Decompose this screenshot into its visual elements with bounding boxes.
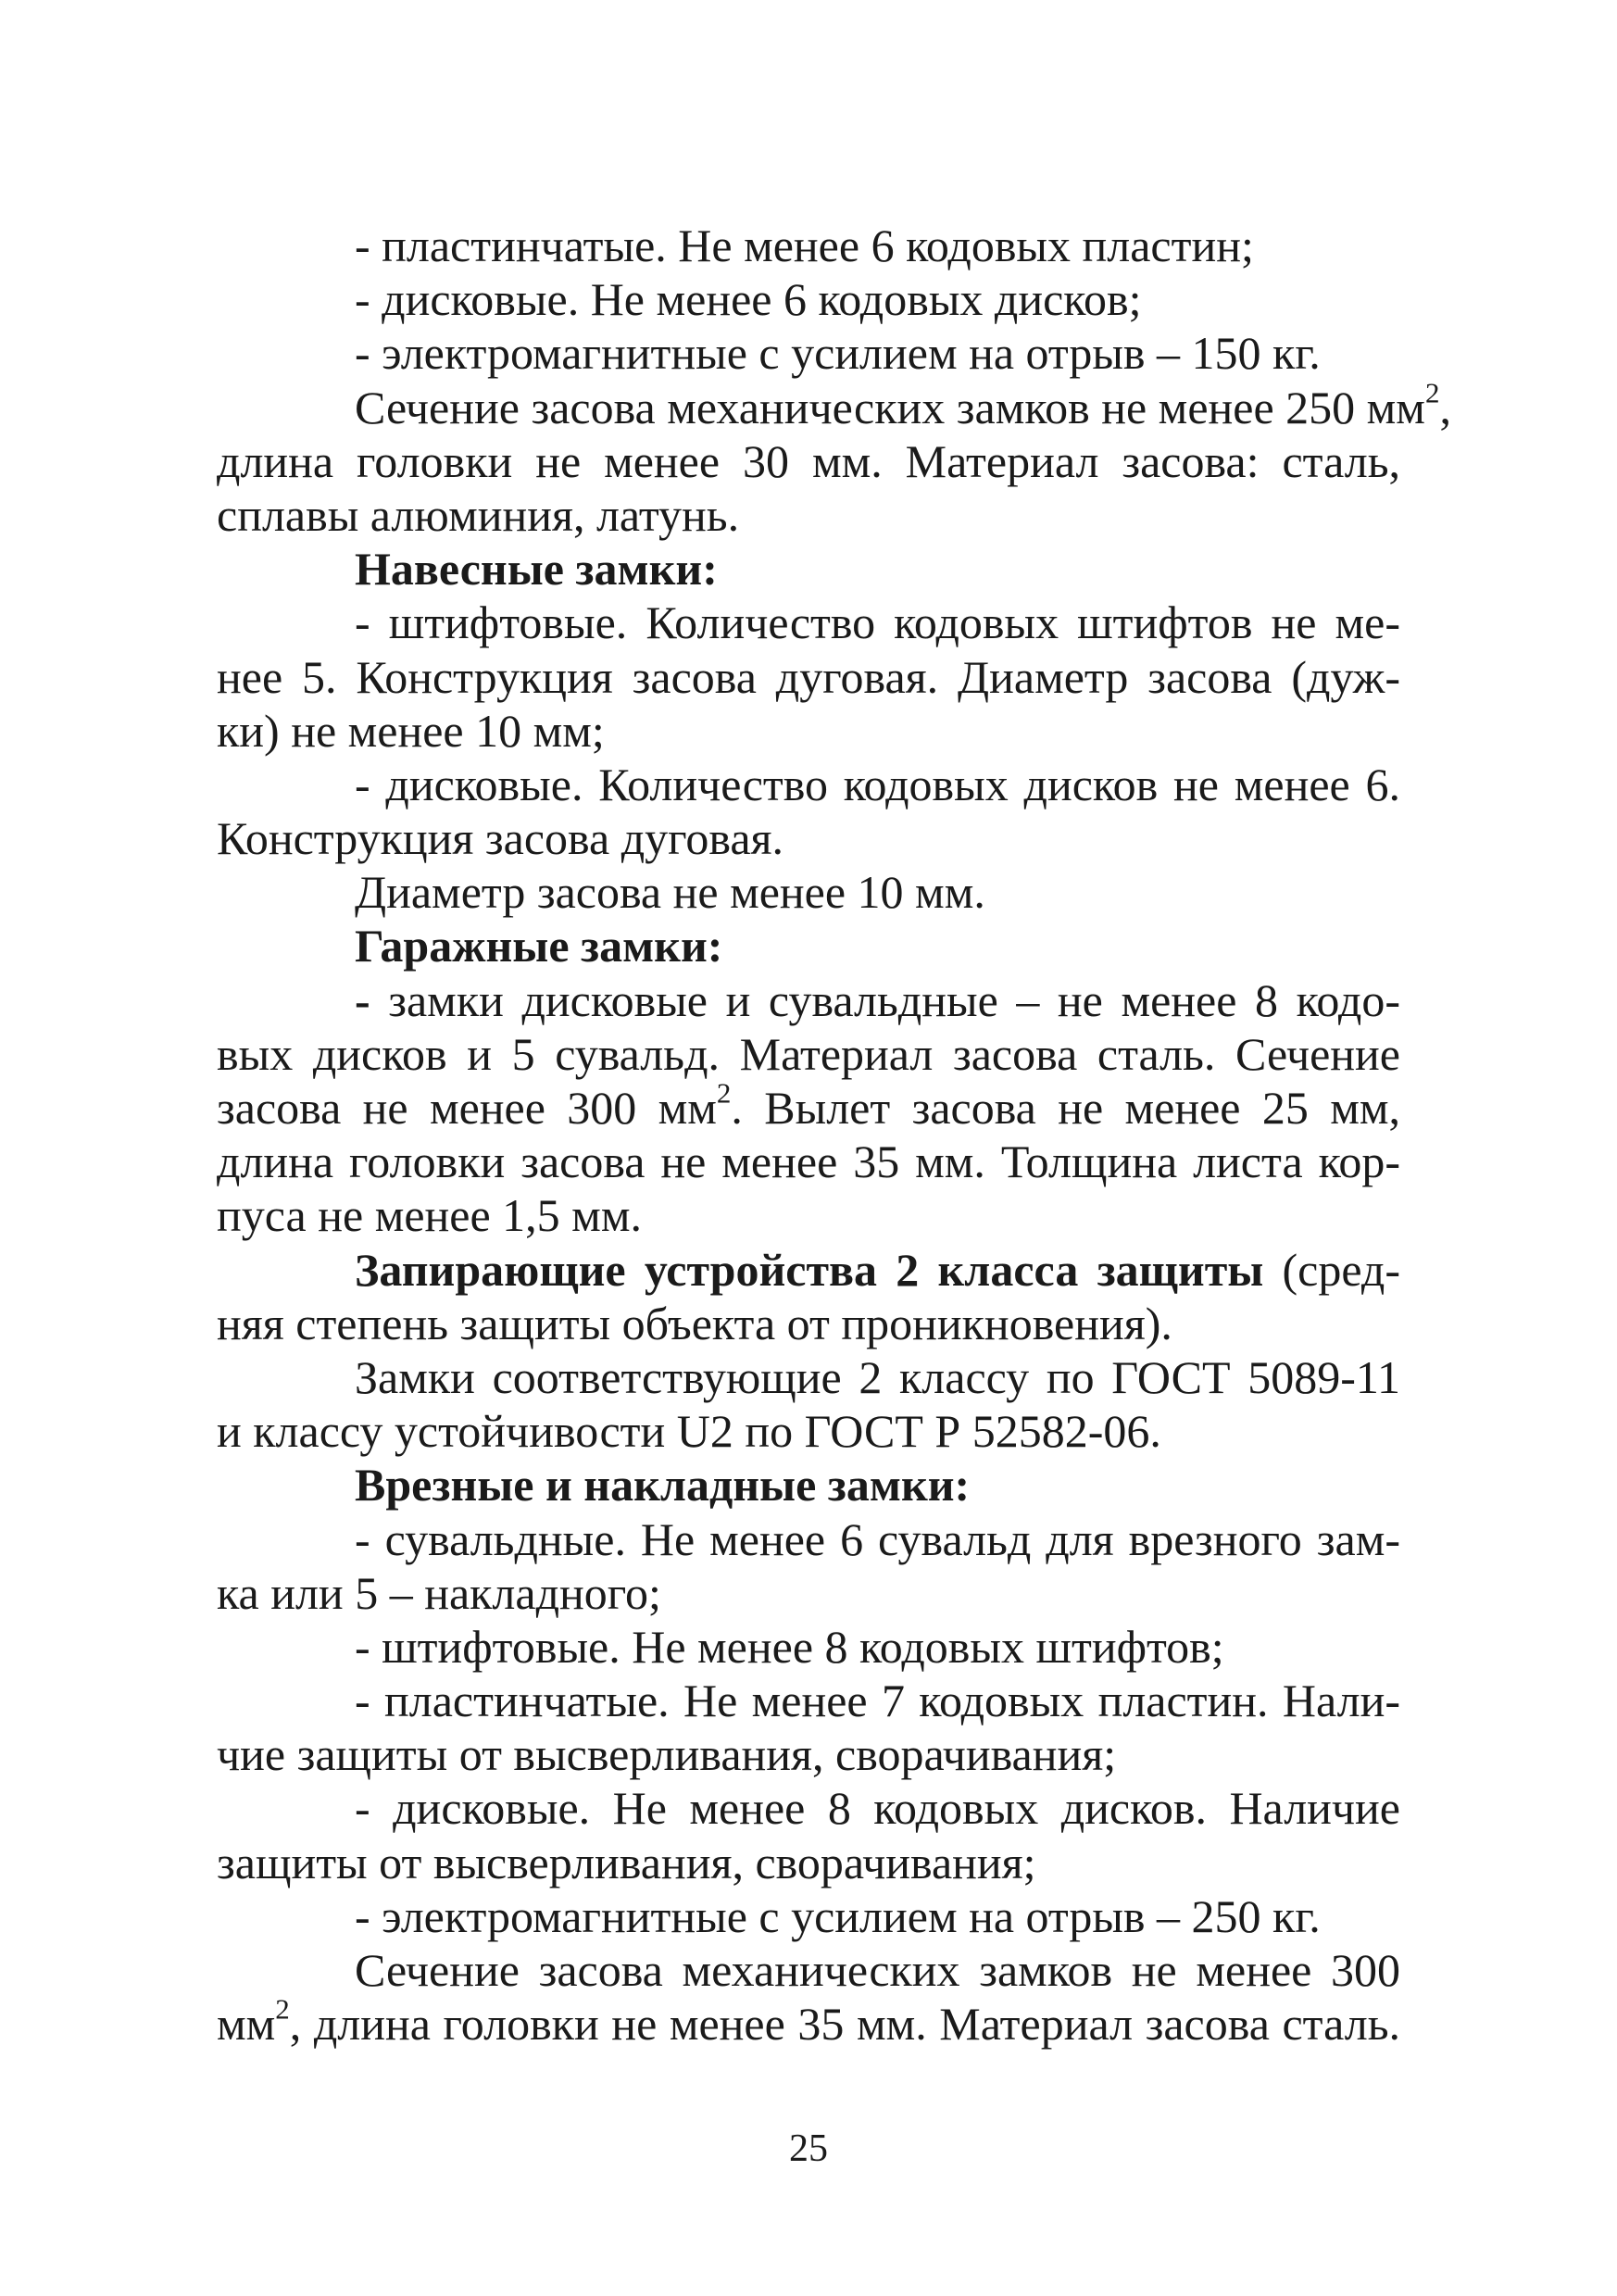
text-line xyxy=(217,811,1400,865)
bold-run: - xyxy=(355,973,389,1026)
text-run: Сечение засова механических замков не менее 250 мм xyxy=(355,381,1425,433)
section-heading xyxy=(217,542,1400,596)
text-run: длина головки засова не менее 35 мм. Толщина листа кор- xyxy=(217,1135,1400,1188)
bold-run: Врезные и накладные замки: xyxy=(355,1459,971,1512)
text-line xyxy=(217,1674,1400,1727)
text-line xyxy=(217,704,1400,758)
text-line xyxy=(217,1943,1400,1997)
text-run: - пластинчатые. Не менее 7 кодовых пластин. Нали- xyxy=(355,1675,1400,1727)
text-line xyxy=(217,973,1400,1027)
text-line xyxy=(217,376,1451,434)
superscript: 2 xyxy=(1424,376,1440,409)
text-line xyxy=(217,1404,1400,1458)
text-run: ки) не менее 10 мм; xyxy=(217,704,605,757)
text-run: - электромагнитные с усилием на отрыв – 150 кг. xyxy=(355,327,1321,380)
text-run: и классу устойчивости U2 по ГОСТ Р 52582-06. xyxy=(217,1405,1161,1458)
text-run: замки дисковые и сувальдные – не менее 8 кодо- xyxy=(388,973,1400,1026)
text-run: Диаметр засова не менее 10 мм. xyxy=(355,866,985,919)
text-run: длина головки не менее 30 мм. Материал засова: сталь, xyxy=(217,434,1400,487)
text-run: - штифтовые. Количество кодовых штифтов не ме- xyxy=(355,596,1400,649)
text-run: . Вылет засова не менее 25 мм, xyxy=(731,1082,1400,1134)
text-line xyxy=(217,488,1400,542)
text-line xyxy=(217,1188,1400,1242)
text-run: - сувальдные. Не менее 6 сувальд для врезного зам- xyxy=(355,1512,1400,1565)
bold-run: Гаражные замки: xyxy=(355,920,723,972)
text-run: - дисковые. Не менее 8 кодовых дисков. Наличие xyxy=(355,1782,1400,1835)
text-run: - электромагнитные с усилием на отрыв – 250 кг. xyxy=(355,1889,1321,1942)
text-run: - дисковые. Не менее 6 кодовых дисков; xyxy=(355,273,1142,326)
text-line xyxy=(217,1889,1400,1943)
text-line xyxy=(217,596,1400,649)
superscript: 2 xyxy=(275,1992,290,2026)
text-run: Замки соответствующие 2 классу по ГОСТ 5089-11 xyxy=(355,1350,1400,1403)
text-run: вых дисков и 5 сувальд. Материал засова сталь. Сечение xyxy=(217,1027,1400,1080)
text-line xyxy=(217,650,1400,704)
page-number: 25 xyxy=(789,2127,828,2170)
text-line xyxy=(217,1620,1400,1674)
text-line xyxy=(217,219,1400,272)
text-line xyxy=(217,326,1400,380)
text-line xyxy=(217,1076,1400,1135)
section-heading xyxy=(217,1458,1400,1512)
text-run: сплавы алюминия, латунь. xyxy=(217,488,740,541)
text-run: (сред- xyxy=(1263,1243,1401,1296)
text-line xyxy=(217,272,1400,326)
text-line xyxy=(217,1297,1400,1350)
text-line xyxy=(217,1781,1400,1835)
section-heading xyxy=(217,919,1400,972)
text-line xyxy=(217,1512,1400,1566)
text-run: защиты от высверливания, сворачивания; xyxy=(217,1836,1036,1888)
text-run: - пластинчатые. Не менее 6 кодовых пластин; xyxy=(355,220,1254,271)
text-run: засова не менее 300 мм xyxy=(217,1082,717,1134)
section-heading xyxy=(217,1243,1400,1297)
text-line xyxy=(217,865,1400,919)
text-run: няя степень защиты объекта от проникновения). xyxy=(217,1297,1172,1349)
text-run: ка или 5 – накладного; xyxy=(217,1566,661,1619)
bold-run: Навесные замки: xyxy=(355,543,718,596)
text-run: - штифтовые. Не менее 8 кодовых штифтов; xyxy=(355,1620,1224,1673)
text-line xyxy=(217,1135,1400,1188)
text-run: пуса не менее 1,5 мм. xyxy=(217,1189,642,1242)
superscript: 2 xyxy=(716,1076,732,1110)
text-line xyxy=(217,434,1400,488)
text-line xyxy=(217,1992,1400,2051)
text-line xyxy=(217,1836,1400,1889)
text-line xyxy=(217,1727,1400,1781)
text-run: чие защиты от высверливания, сворачивания; xyxy=(217,1728,1117,1781)
text-run: мм xyxy=(217,1998,276,2051)
text-run: нее 5. Конструкция засова дуговая. Диаметр засова (дуж- xyxy=(217,650,1400,703)
text-line xyxy=(217,1350,1400,1404)
text-line xyxy=(217,758,1400,811)
text-run: - дисковые. Количество кодовых дисков не менее 6. xyxy=(355,758,1400,810)
text-run: , xyxy=(1439,381,1451,433)
text-run: Конструкция засова дуговая. xyxy=(217,812,784,865)
text-line xyxy=(217,1566,1400,1620)
text-run: Сечение засова механических замков не менее 300 xyxy=(355,1944,1400,1996)
page-body xyxy=(217,219,1451,2051)
text-run: , длина головки не менее 35 мм. Материал засова сталь. xyxy=(289,1998,1400,2051)
text-line xyxy=(217,1027,1400,1081)
bold-run: Запирающие устройства 2 класса защиты xyxy=(355,1243,1264,1296)
